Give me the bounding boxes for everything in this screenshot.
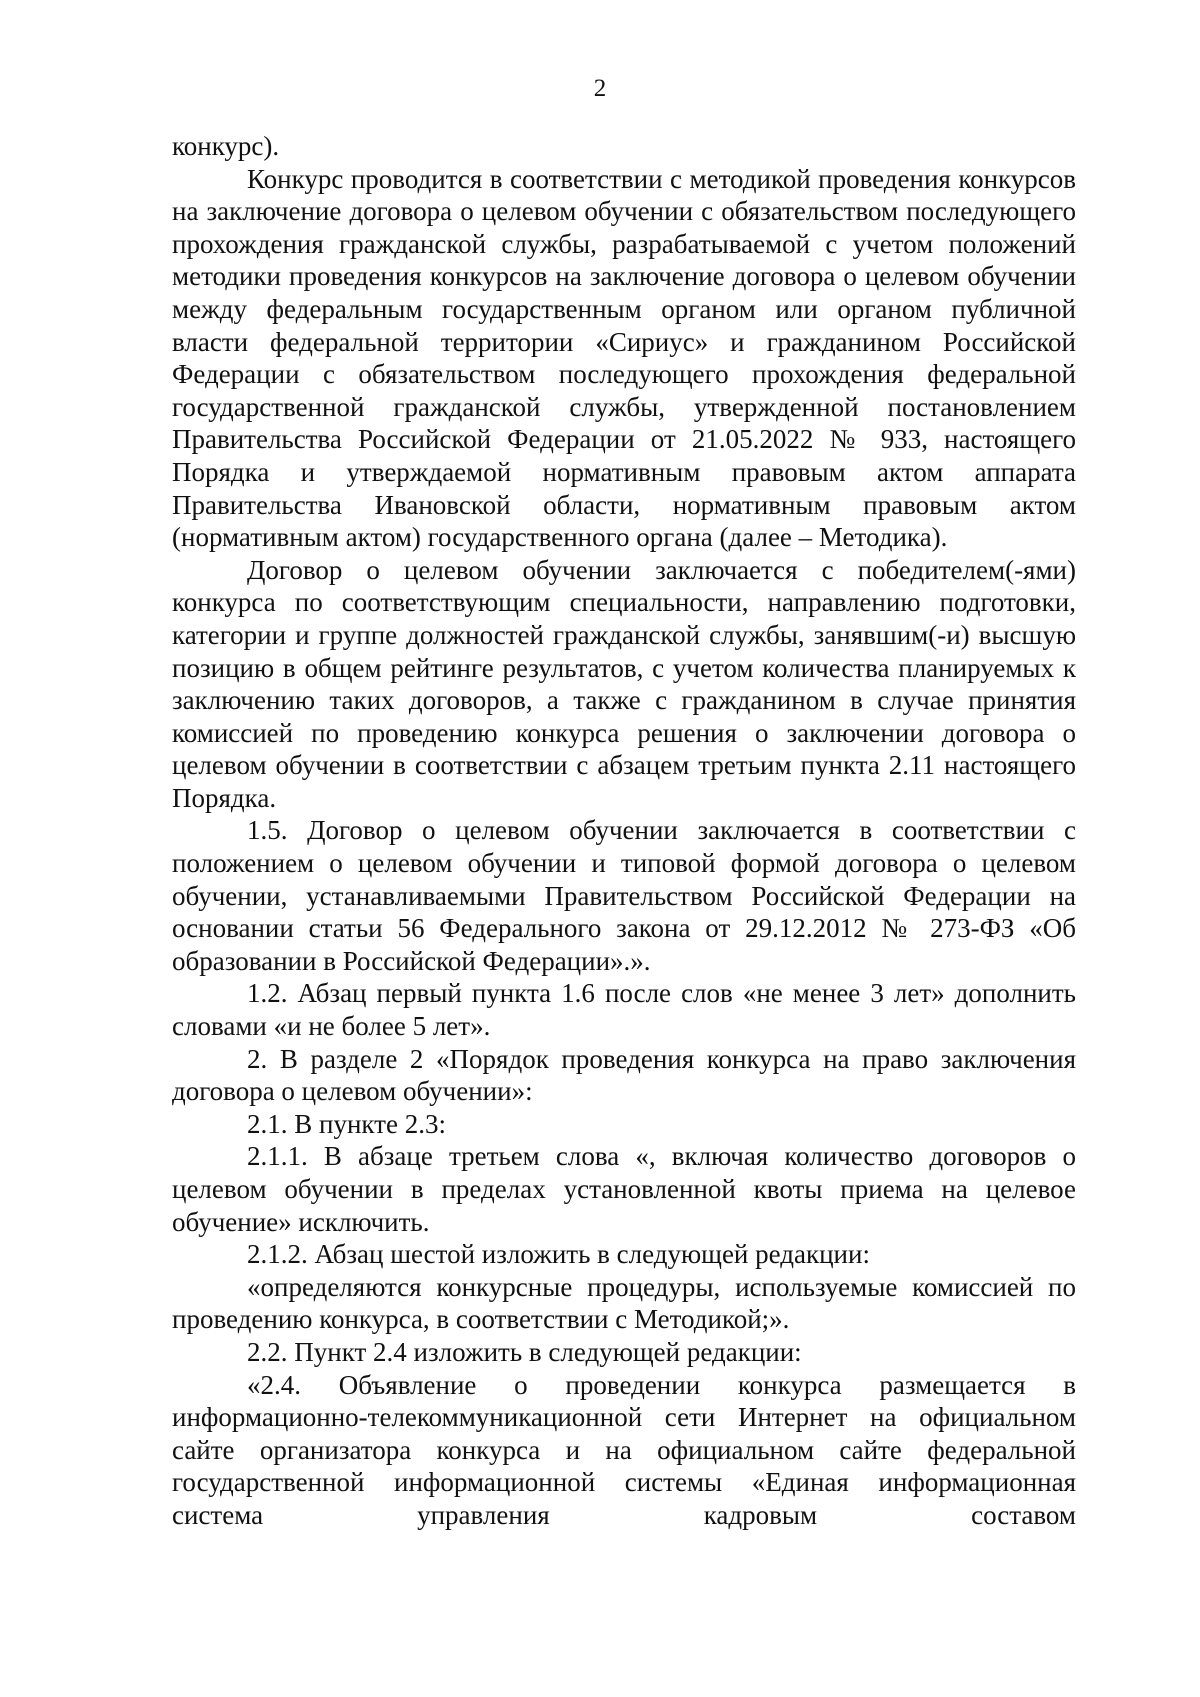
paragraph-2-1-2: 2.1.2. Абзац шестой изложить в следующей редакции:: [247, 1239, 870, 1270]
paragraph-1-5: 1.5. Договор о целевом обучении заключается в соответствии с положением о целевом обучении и типовой формой договора о целевом обучении, устанавливаемыми Правительством Российской Федерации на основании статьи 56 Федерального закона от 29.12.2012 № 273-ФЗ «Об образовании в Российской Федерации».».: [172, 815, 1076, 976]
paragraph-continuation: конкурс).: [172, 131, 280, 161]
paragraph-contract-winner: Договор о целевом обучении заключается с победителем(-ями) конкурса по соответствующим специальности, направлению подготовки, категории и группе должностей гражданской службы, занявшим(-и) высшую позицию в общем рейтинге результатов, с учетом количества планируемых к заключению таких договоров, а также с гражданином в случае принятия комиссией по проведению конкурса решения о заключении договора о целевом обучении в соответствии с абзацем третьим пункта 2.11 настоящего Порядка.: [172, 554, 1076, 813]
paragraph-2-4-quote: «2.4. Объявление о проведении конкурса размещается в информационно-телекоммуникационной сети Интернет на официальном сайте организатора конкурса и на официальном сайте федеральной государственной информационной системы «Единая информационная система управления кадровым составом: [172, 1369, 1076, 1530]
paragraph-2-1: 2.1. В пункте 2.3:: [247, 1108, 446, 1139]
paragraph-procedures-quote: «определяются конкурсные процедуры, используемые комиссией по проведению конкурса, в соответствии с Методикой;».: [172, 1271, 1076, 1335]
paragraph-1-2: 1.2. Абзац первый пункта 1.6 после слов «не менее 3 лет» дополнить словами «и не более 5 лет».: [172, 978, 1076, 1042]
document-body: [172, 130, 1076, 1532]
paragraph-2-1-1: 2.1.1. В абзаце третьем слова «, включая количество договоров о целевом обучении в пределах установленной квоты приема на целевое обучение» исключить.: [172, 1141, 1076, 1237]
paragraph-2-2: 2.2. Пункт 2.4 изложить в следующей редакции:: [247, 1336, 802, 1367]
paragraph-methodology: Конкурс проводится в соответствии с методикой проведения конкурсов на заключение договора о целевом обучении с обязательством последующего прохождения гражданской службы, разрабатываемой с учетом положений методики проведения конкурсов на заключение договора о целевом обучении между федеральным государственным органом или органом публичной власти федеральной территории «Сириус» и гражданином Российской Федерации с обязательством последующего прохождения федеральной государственной гражданской службы, утвержденной постановлением Правительства Российской Федерации от 21.05.2022 № 933, настоящего Порядка и утверждаемой нормативным правовым актом аппарата Правительства Ивановской области, нормативным правовым актом (нормативным актом) государственного органа (далее – Методика).: [172, 163, 1076, 553]
page-number: 2: [593, 75, 607, 102]
paragraph-section-2: 2. В разделе 2 «Порядок проведения конкурса на право заключения договора о целевом обучении»:: [172, 1043, 1076, 1107]
